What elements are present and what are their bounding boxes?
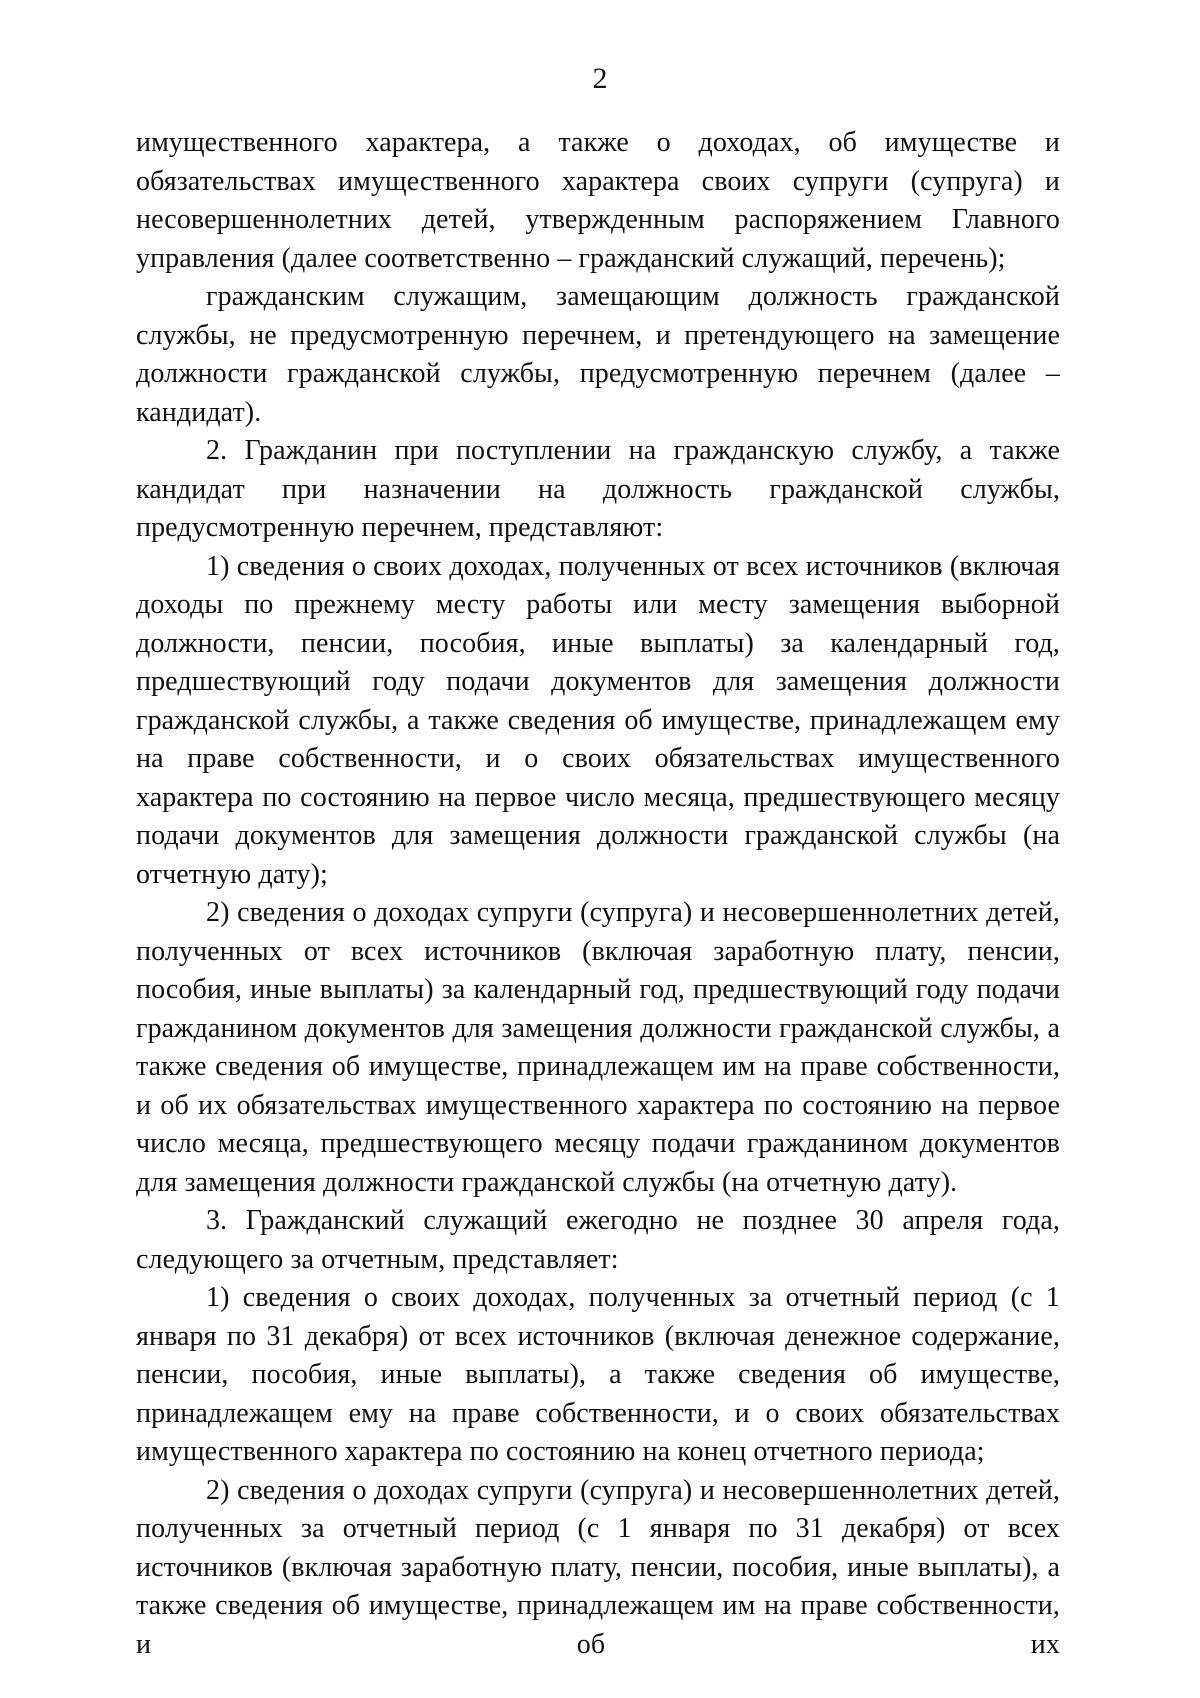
paragraph-section-2: 2. Гражданин при поступлении на гражданскую службу, а также кандидат при назначении на должность гражданской службы, предусмотренную перечнем, представляют: [136,435,1060,543]
paragraph-section-3: 3. Гражданский служащий ежегодно не позднее 30 апреля года, следующего за отчетным, представляет: [136,1205,1060,1275]
page-number: 2 [592,62,608,95]
paragraph-section-3-item-2: 2) сведения о доходах супруги (супруга) и несовершеннолетних детей, полученных за отчетный период (с 1 января по 31 декабря) от всех источников (включая заработную плату, пенсии, пособия, иные выплаты), а также сведения об имуществе, принадлежащем им на праве собственности, и об их [136,1474,1060,1660]
paragraph-section-2-item-1: 1) сведения о своих доходах, полученных от всех источников (включая доходы по прежнему месту работы или месту замещения выборной должности, пенсии, пособия, иные выплаты) за календарный год, предшествующий году подачи документов для замещения должности гражданской службы, а также сведения об имуществе, принадлежащем ему на праве собственности, и о своих обязательствах имущественного характера по состоянию на первое число месяца, предшествующего месяцу подачи документов для замещения должности гражданской службы (на отчетную дату); [136,550,1060,890]
paragraph-candidate-definition: гражданским служащим, замещающим должность гражданской службы, не предусмотренную перечнем, и претендующего на замещение должности гражданской службы, предусмотренную перечнем (далее – кандидат). [136,281,1060,428]
paragraph-continuation: имущественного характера, а также о доходах, об имуществе и обязательствах имущественного характера своих супруги (супруга) и несовершеннолетних детей, утвержденным распоряжением Главного управления (далее соответственно – гражданский служащий, перечень); [136,127,1060,274]
document-body [136,124,1060,1664]
paragraph-section-3-item-1: 1) сведения о своих доходах, полученных за отчетный период (с 1 января по 31 декабря) от всех источников (включая денежное содержание, пенсии, пособия, иные выплаты), а также сведения об имуществе, принадлежащем ему на праве собственности, и о своих обязательствах имущественного характера по состоянию на конец отчетного периода; [136,1282,1060,1467]
paragraph-section-2-item-2: 2) сведения о доходах супруги (супруга) и несовершеннолетних детей, полученных от всех источников (включая заработную плату, пенсии, пособия, иные выплаты) за календарный год, предшествующий году подачи гражданином документов для замещения должности гражданской службы, а также сведения об имуществе, принадлежащем им на праве собственности, и об их обязательствах имущественного характера по состоянию на первое число месяца, предшествующего месяцу подачи гражданином документов для замещения должности гражданской службы (на отчетную дату). [136,897,1060,1198]
